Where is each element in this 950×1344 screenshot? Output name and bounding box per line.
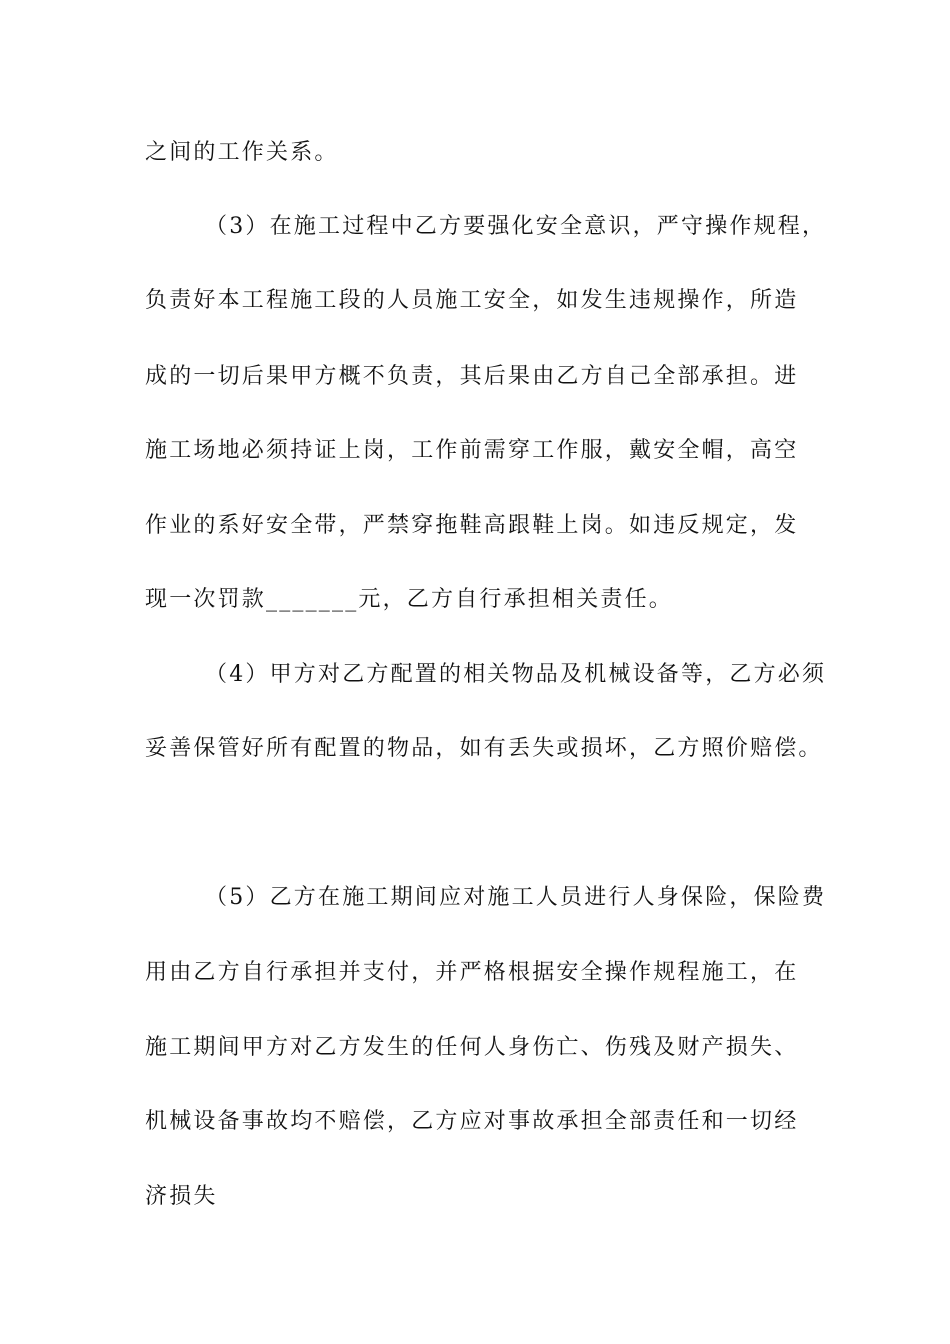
text-line: 用由乙方自行承担并支付，并严格根据安全操作规程施工，在 (145, 960, 799, 985)
text-line: 济损失 (145, 1184, 218, 1209)
text-line: 机械设备事故均不赔偿，乙方应对事故承担全部责任和一切经 (145, 1109, 799, 1134)
text-line: 妥善保管好所有配置的物品，如有丢失或损坏，乙方照价赔偿。 (145, 736, 823, 761)
text-line: 负责好本工程施工段的人员施工安全，如发生违规操作，所造 (145, 288, 799, 313)
paragraph-3-start: （3）在施工过程中乙方要强化安全意识，严守操作规程， (205, 214, 827, 239)
text-line: 施工期间甲方对乙方发生的任何人身伤亡、伤残及财产损失、 (145, 1035, 799, 1060)
text-line: 作业的系好安全带，严禁穿拖鞋高跟鞋上岗。如违反规定，发 (145, 513, 799, 538)
text-line: 现一次罚款_______元，乙方自行承担相关责任。 (145, 587, 674, 612)
text-line: 施工场地必须持证上岗，工作前需穿工作服，戴安全帽，高空 (145, 438, 799, 463)
paragraph-5-start: （5）乙方在施工期间应对施工人员进行人身保险，保险费 (205, 885, 827, 910)
text-line: 成的一切后果甲方概不负责，其后果由乙方自己全部承担。进 (145, 364, 799, 389)
paragraph-4-start: （4）甲方对乙方配置的相关物品及机械设备等，乙方必须 (205, 662, 827, 687)
text-line: 之间的工作关系。 (145, 140, 339, 165)
